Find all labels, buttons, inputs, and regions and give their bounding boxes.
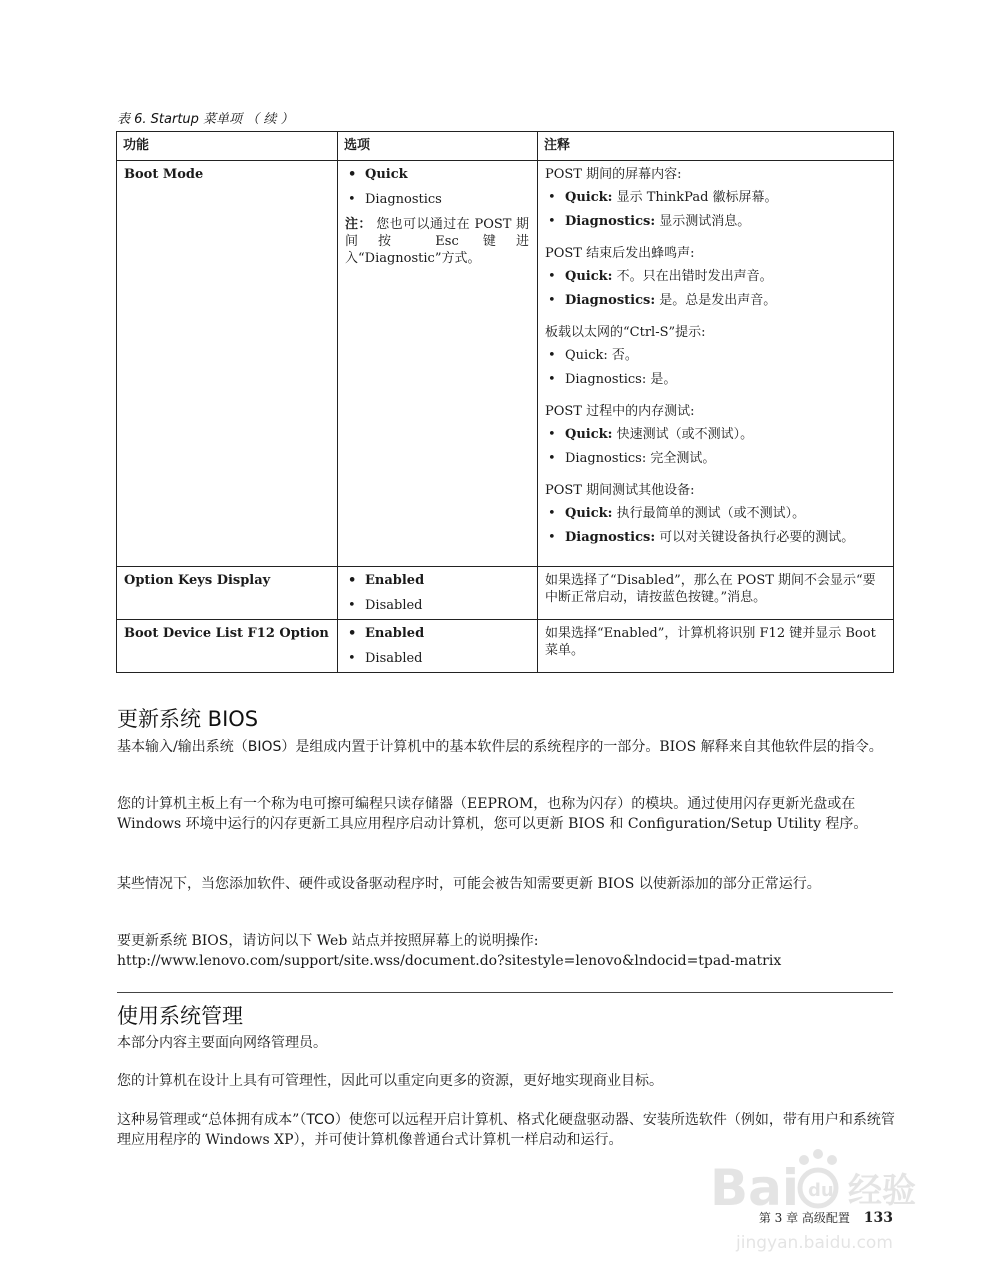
comment-item: • Diagnostics: 可以对关键设备执行必要的测试。 [545,529,885,546]
option-item: • Disabled [345,650,529,667]
comment-item: • Diagnostics: 是。总是发出声音。 [545,292,885,309]
header-options: 选项 [338,132,538,161]
comment-group [545,482,885,546]
paragraph: 基本输入/输出系统（BIOS）是组成内置于计算机中的基本软件层的系统程序的一部分。BIOS 解释来自其他软件层的指令。 [117,739,883,755]
comment-group [545,324,885,388]
comments-cell: 如果选择“Enabled”，计算机将识别 F12 键并显示 Boot 菜单。 [538,620,894,673]
header-feature: 功能 [117,132,338,161]
note-label: 注： [345,217,372,232]
paw-icon [799,1149,837,1206]
paragraph: 某些情况下，当您添加软件、硬件或设备驱动程序时，可能会被告知需要更新 BIOS 以使新添加的部分正常运行。 [117,876,821,892]
paragraph: 这种易管理或“总体拥有成本”（TCO）使您可以远程开启计算机、格式化硬盘驱动器、安装所选软件（例如，带有用户和系统管理应用程序的 Windows XP），并可使计算机像普通台式计算机一样启动和运行。 [117,1112,895,1148]
comment-item: • Diagnostics: 显示测试消息。 [545,213,885,230]
comment-item: • Quick: 显示 ThinkPad 徽标屏幕。 [545,189,885,206]
comment-intro: POST 期间的屏幕内容: [545,167,682,182]
option-item: • Quick [345,166,529,183]
section-divider [117,992,893,993]
feature-cell: Boot Device List F12 Option [117,620,338,673]
comment-group [545,403,885,467]
comment-intro: POST 结束后发出蜂鸣声: [545,246,695,261]
comment-item: • Quick: 不。只在出错时发出声音。 [545,268,885,285]
startup-menu-table [116,131,894,673]
comment-item: • Quick: 否。 [545,347,885,364]
comment-intro: 板载以太网的“Ctrl-S”提示: [545,325,706,340]
table-caption: 表 6. Startup 菜单项 （ 续 ） [117,112,294,127]
section-heading-management: 使用系统管理 [117,1004,243,1028]
page-number: 133 [863,1210,893,1226]
comment-item: • Quick: 快速测试（或不测试）。 [545,426,885,443]
paragraph: 您的计算机主板上有一个称为电可擦可编程只读存储器（EEPROM，也称为闪存）的模块。通过使用闪存更新光盘或在 Windows 环境中运行的闪存更新工具应用程序启动计算机，您可以更新 BIOS 和 Configuration/Setup Utility 程序。 [117,796,868,832]
options-cell [338,620,538,673]
comments-cell: 如果选择了“Disabled”，那么在 POST 期间不会显示“要中断正常启动，请按蓝色按键。”消息。 [538,567,894,620]
options-cell [338,567,538,620]
options-cell [338,161,538,567]
paragraph: 您的计算机在设计上具有可管理性，因此可以重定向更多的资源，更好地实现商业目标。 [117,1073,663,1089]
comment-item: • Diagnostics: 是。 [545,371,885,388]
page-footer [759,1209,893,1226]
section-heading-bios: 更新系统 BIOS [117,707,259,731]
feature-cell: Option Keys Display [117,567,338,620]
svg-text:经验: 经验 [848,1171,916,1211]
option-item: • Enabled [345,572,529,589]
table-header-row [117,132,894,161]
paragraph: 要更新系统 BIOS，请访问以下 Web 站点并按照屏幕上的说明操作: http://www.lenovo.com/support/site.wss/document.do?sitestyle=lenovo&lndocid=tpad-matrix [117,931,895,971]
svg-text:Bai: Bai [710,1159,799,1217]
svg-text:jingyan.baidu.com: jingyan.baidu.com [736,1233,893,1253]
option-item: • Enabled [345,625,529,642]
comment-group [545,166,885,230]
svg-text:du: du [808,1180,834,1201]
comment-item: • Diagnostics: 完全测试。 [545,450,885,467]
table-row [117,161,894,567]
bios-url[interactable]: http://www.lenovo.com/support/site.wss/document.do?sitestyle=lenovo&lndocid=tpad-matrix [117,953,782,969]
header-comments: 注释 [538,132,894,161]
comments-cell [538,161,894,567]
comment-item: • Quick: 执行最简单的测试（或不测试）。 [545,505,885,522]
option-note [345,216,529,267]
feature-cell: Boot Mode [117,161,338,567]
option-item: • Diagnostics [345,191,529,208]
comment-intro: POST 期间测试其他设备: [545,483,695,498]
option-item: • Disabled [345,597,529,614]
note-text: 您也可以通过在 POST 期间按 Esc 键进入“Diagnostic”方式。 [345,217,529,266]
comment-intro: POST 过程中的内存测试: [545,404,695,419]
table-row [117,567,894,620]
comment-group [545,245,885,309]
footer-chapter: 第 3 章 高级配置 [758,1211,850,1225]
paragraph: 本部分内容主要面向网络管理员。 [117,1035,327,1051]
table-row [117,620,894,673]
